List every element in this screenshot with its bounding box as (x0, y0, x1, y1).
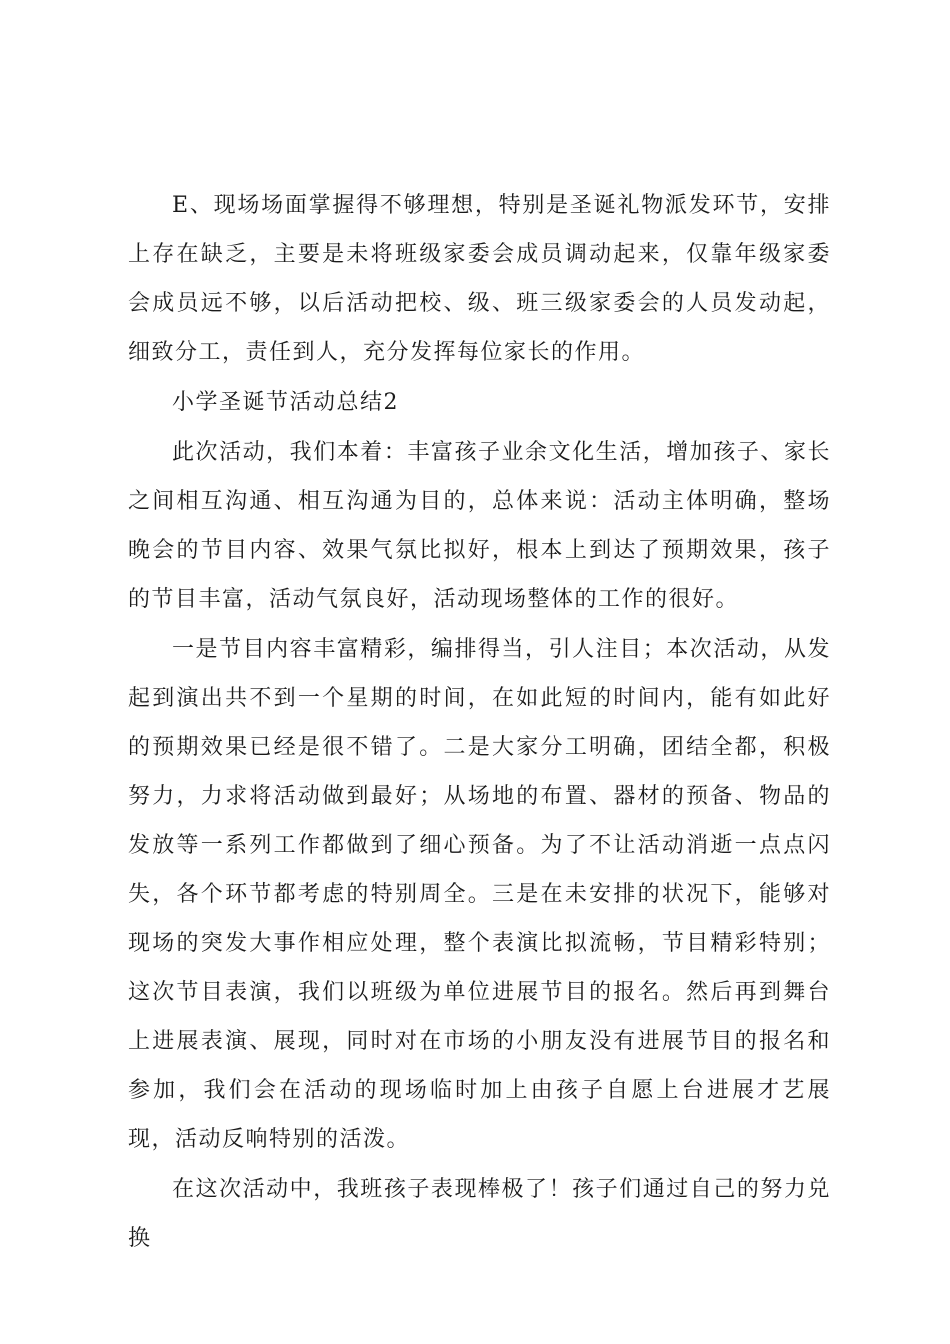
paragraph-class-performance: 在这次活动中，我班孩子表现棒极了！孩子们通过自己的努力兑换 (128, 1177, 831, 1251)
document-body (128, 181, 831, 1263)
paragraph-program-details: 一是节目内容丰富精彩，编排得当，引人注目；本次活动，从发起到演出共不到一个星期的时间，在如此短的时间内，能有如此好的预期效果已经是很不错了。二是大家分工明确，团结全都，积极努力，力求将活动做到最好；从场地的布置、器材的预备、物品的发放等一系列工作都做到了细心预备。为了不让活动消逝一点点闪失，各个环节都考虑的特别周全。三是在未安排的状况下，能够对现场的突发大事作相应处理，整个表演比拟流畅，节目精彩特别；这次节目表演，我们以班级为单位进展节目的报名。然后再到舞台上进展表演、展现，同时对在市场的小朋友没有进展节目的报名和参加，我们会在活动的现场临时加上由孩子自愿上台进展才艺展现，活动反响特别的活泼。 (128, 637, 831, 1152)
paragraph-intro: 此次活动，我们本着：丰富孩子业余文化生活，增加孩子、家长之间相互沟通、相互沟通为目的，总体来说：活动主体明确，整场晚会的节目内容、效果气氛比拟好，根本上到达了预期效果，孩子的节目丰富，活动气氛良好，活动现场整体的工作的很好。 (128, 440, 831, 612)
paragraph-summary-e: E、现场场面掌握得不够理想，特别是圣诞礼物派发环节，安排上存在缺乏，主要是未将班级家委会成员调动起来，仅靠年级家委会成员远不够，以后活动把校、级、班三级家委会的人员发动起，细致分工，责任到人，充分发挥每位家长的作用。 (128, 193, 831, 365)
section-heading: 小学圣诞节活动总结2 (172, 390, 399, 415)
